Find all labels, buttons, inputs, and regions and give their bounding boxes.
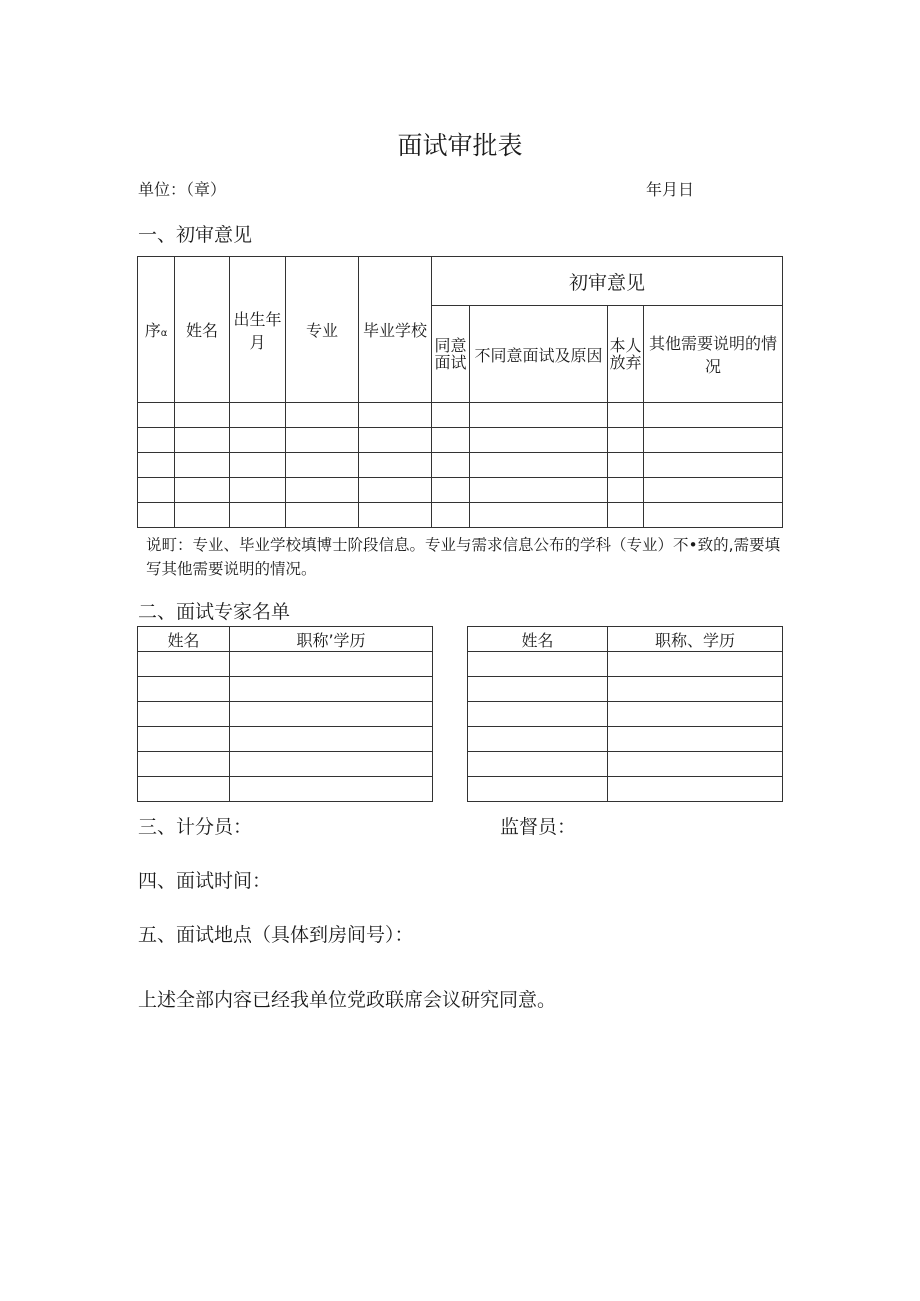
- section-1-heading: 一、初审意见: [138, 224, 253, 246]
- page-title: 面试审批表: [397, 131, 523, 160]
- table-row: [468, 727, 783, 752]
- header-giveup: 本人放弃: [608, 306, 644, 403]
- header-name: 姓名: [175, 257, 230, 403]
- table-row: [468, 702, 783, 727]
- expert-table-left: [137, 626, 433, 802]
- table-row: [468, 752, 783, 777]
- table-row: [138, 478, 783, 503]
- table-row: [138, 652, 433, 677]
- header-name: 姓名: [468, 627, 608, 652]
- table-row: [138, 752, 433, 777]
- expert-table-right: [467, 626, 783, 802]
- closing-statement: 上述全部内容已经我单位党政联席会议研究同意。: [138, 989, 557, 1011]
- date-label: 年月日: [646, 180, 695, 199]
- header-agree: 同意面试: [432, 306, 470, 403]
- table-row: [138, 777, 433, 802]
- table-row: [468, 777, 783, 802]
- table-row: [138, 677, 433, 702]
- initial-review-table: [137, 256, 783, 528]
- header-name: 姓名: [138, 627, 230, 652]
- table-row: [138, 453, 783, 478]
- header-birth: 出生年月: [230, 257, 286, 403]
- header-other: 其他需要说明的情况: [644, 306, 783, 403]
- section-5-heading: 五、面试地点（具体到房间号）：: [138, 924, 414, 946]
- unit-label: 单位：（章）: [138, 180, 227, 199]
- table-row: [138, 702, 433, 727]
- supervisor-label: 监督员：: [500, 816, 577, 838]
- table-row: [138, 503, 783, 528]
- section-4-heading: 四、面试时间：: [138, 870, 272, 892]
- header-title-education: 职称、学历: [608, 627, 783, 652]
- header-disagree: 不同意面试及原因: [470, 306, 608, 403]
- header-school: 毕业学校: [359, 257, 432, 403]
- header-initial-opinion: 初审意见: [432, 257, 783, 306]
- table-row: [468, 652, 783, 677]
- table-header-row: [468, 627, 783, 652]
- header-major: 专业: [286, 257, 359, 403]
- header-seq: 序α: [138, 257, 175, 403]
- table-row: [468, 677, 783, 702]
- table-row: [138, 727, 433, 752]
- table-note: 说町：专业、毕业学校填博士阶段信息。专业与需求信息公布的学科（专业）不•致的,需要填写其他需要说明的情况。: [146, 536, 781, 578]
- table-row: [138, 428, 783, 453]
- table-header-row: [138, 627, 433, 652]
- section-3-heading: 三、计分员：: [138, 816, 253, 838]
- section-2-heading: 二、面试专家名单: [138, 601, 291, 623]
- table-row: [138, 403, 783, 428]
- header-title-education: 职称’学历: [230, 627, 433, 652]
